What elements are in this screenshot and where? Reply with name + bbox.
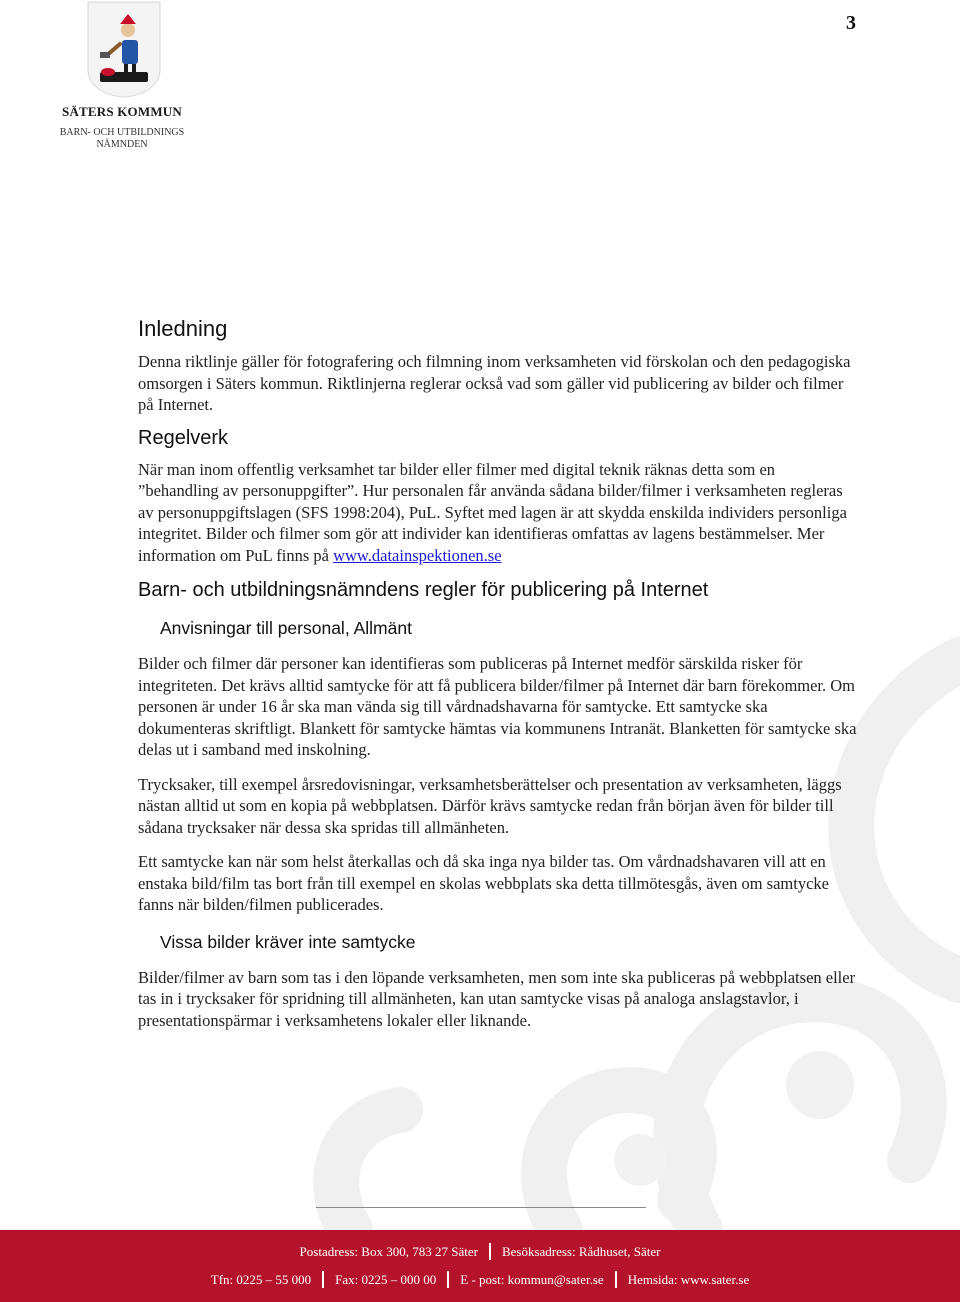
page-number: 3 [846, 12, 856, 34]
footer-row-addresses [0, 1243, 960, 1260]
footer-separator [447, 1271, 449, 1288]
footer-separator [489, 1243, 491, 1260]
paragraph-aterkallas: Ett samtycke kan när som helst återkallas och då ska inga nya bilder tas. Om vårdnadshavaren vill att en enstaka bild/film tas bort från till exempel en skolas webbplats ska detta tillmötesgås, även om samtycke fanns när bilden/filmen publicerades. [138, 852, 829, 914]
footer-visit-address: Besöksadress: Rådhuset, Säter [501, 1243, 661, 1259]
paragraph-regelverk-text: När man inom offentlig verksamhet tar bilder eller filmer med digital teknik räknas detta som en ”behandling av personuppgifter”. Hur personalen får använda sådana bilder/filmer i verksamheten regleras av personuppgiftslagen (SFS 1998:204), PuL. Syftet med lagen är att skydda enskilda individers personliga integritet. Bilder och filmer som gör att individer kan identifieras omfattas av lagens bestämmelser. Mer information om PuL finns på [138, 459, 847, 565]
organization-subtitle: BARN- OCH UTBILDNINGS NÄMNDEN [59, 127, 185, 150]
subheading-vissa-bilder: Vissa bilder kräver inte samtycke [160, 931, 416, 952]
heading-regler: Barn- och utbildningsnämndens regler för publicering på Internet [138, 579, 709, 601]
footer-phone: Tfn: 0225 – 55 000 [210, 1271, 312, 1287]
paragraph-allmant: Bilder och filmer där personer kan identifieras som publiceras på Internet medför särskilda risker för integriteten. Det krävs alltid samtycke för att få publicera bilder/filmer på Internet där barn förekommer. Om personen är under 16 år ska man vända sig till vårdnadshavarna för samtycke. Ett samtycke ska dokumenteras skriftligt. Blankett för samtycke hämtas via kommunens Intranät. Blanketten för samtycke ska delas ut i samband med inskolning. [138, 654, 857, 759]
paragraph-inledning: Denna riktlinje gäller för fotografering och filmning inom verksamheten vid förskolan och den pedagogiska omsorgen i Säters kommun. Riktlinjerna reglerar också vad som gäller vid publicering av bilder och filmer på Internet. [138, 352, 851, 414]
heading-inledning: Inledning [138, 316, 228, 341]
footer-divider [316, 1207, 646, 1208]
footer-postal-address: Postadress: Box 300, 783 27 Säter [299, 1243, 478, 1259]
footer-separator [322, 1271, 324, 1288]
paragraph-regelverk [138, 459, 858, 567]
footer-bar [0, 1230, 960, 1302]
paragraph-trycksaker: Trycksaker, till exempel årsredovisningar, verksamhetsberättelser och presentation av verksamheten, läggs nästan alltid ut som en kopia på webbplatsen. Därför krävs samtycke redan från början även för bilder till sådana trycksaker när dessa ska spridas till allmänheten. [138, 774, 842, 837]
document-body [138, 316, 858, 1044]
footer-website[interactable]: Hemsida: www.sater.se [627, 1271, 750, 1287]
heading-regelverk: Regelverk [138, 426, 229, 449]
footer-email[interactable]: E - post: kommun@sater.se [460, 1271, 604, 1287]
footer-separator [615, 1271, 617, 1288]
footer-fax: Fax: 0225 – 000 00 [335, 1271, 437, 1287]
organization-name: SÄTERS KOMMUN [62, 104, 182, 119]
paragraph-utan-samtycke: Bilder/filmer av barn som tas i den löpande verksamheten, men som inte ska publiceras på webbplatsen eller tas in i trycksaker för spridning till allmänheten, kan utan samtycke visas på analoga anslagstavlor, i presentationspärmar i verksamhetens lokaler eller liknande. [138, 967, 856, 1030]
datainspektionen-link[interactable]: www.datainspektionen.se [333, 545, 502, 565]
subheading-anvisningar: Anvisningar till personal, Allmänt [160, 618, 412, 638]
municipality-crest-logo [86, 0, 162, 98]
footer-row-contacts [0, 1271, 960, 1288]
